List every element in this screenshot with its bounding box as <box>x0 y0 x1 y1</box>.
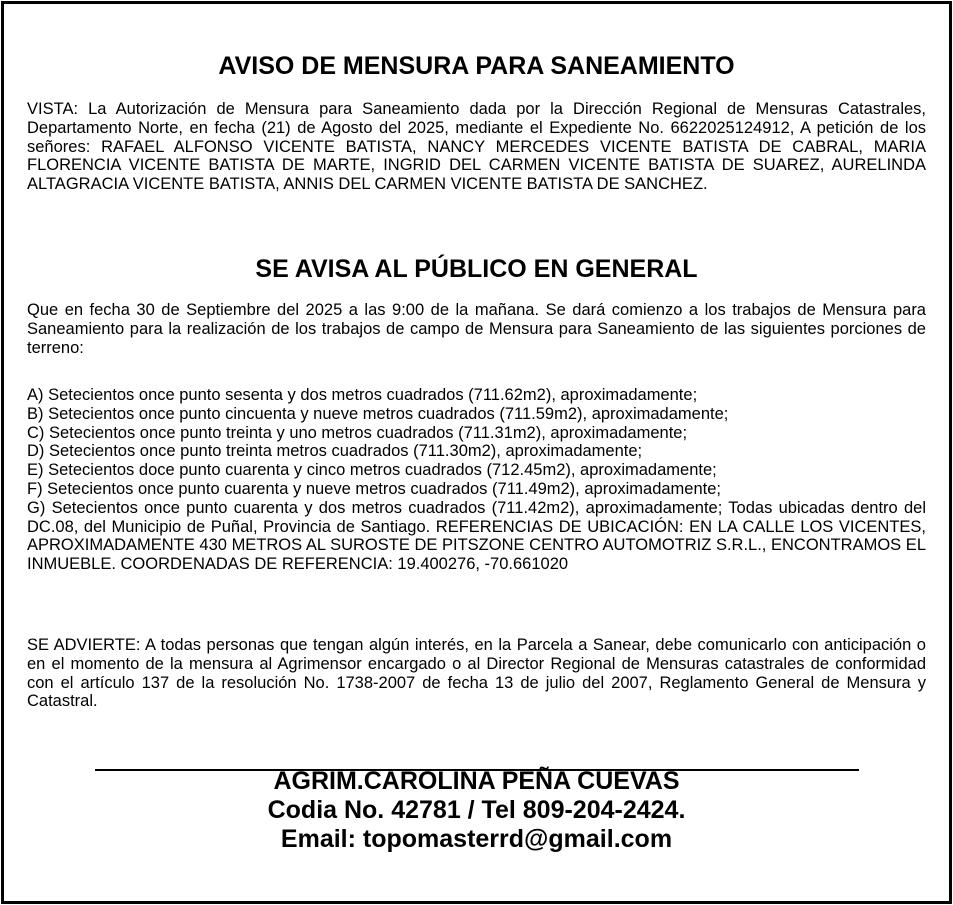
plot-item-a: A) Setecientos once punto sesenta y dos metros cuadrados (711.62m2), aproximadamente; <box>27 386 698 404</box>
notice-frame <box>1 1 952 904</box>
warning-paragraph: SE ADVIERTE: A todas personas que tengan algún interés, en la Parcela a Sanear, debe comunicarlo con anticipación o en el momento de la mensura al Agrimensor encargado o al Director Regional de Mensuras catastrales de conformidad con el artículo 137 de la resolución No. 1738-2007 de fecha 13 de julio del 2007, Reglamento General de Mensura y Catastral. <box>27 636 926 711</box>
plot-item-f: F) Setecientos once punto cuarenta y nueve metros cuadrados (711.49m2), aproximadamente; <box>27 479 721 498</box>
plot-item-d: D) Setecientos once punto treinta metros cuadrados (711.30m2), aproximadamente; <box>27 442 643 461</box>
intro-paragraph: Que en fecha 30 de Septiembre del 2025 a las 9:00 de la mañana. Se dará comienzo a los trabajos de Mensura para Saneamiento para la realización de los trabajos de campo de Mensura para Saneamiento de las siguientes porciones de terreno: <box>27 301 926 357</box>
email-contact: Email: topomasterrd@gmail.com <box>280 825 673 853</box>
vista-paragraph: VISTA: La Autorización de Mensura para Saneamiento dada por la Dirección Regional de Mensuras Catastrales, Departamento Norte, en fecha (21) de Agosto del 2025, mediante el Expediente No. 6622025124912, A petición de los señores: RAFAEL ALFONSO VICENTE BATISTA, NANCY MERCEDES VICENTE BATISTA DE CABRAL, MARIA FLORENCIA VICENTE BATISTA DE MARTE, INGRID DEL CARMEN VICENTE BATISTA DE SUAREZ, AURELINDA ALTAGRACIA VICENTE BATISTA, ANNIS DEL CARMEN VICENTE BATISTA DE SANCHEZ. <box>27 100 926 194</box>
surveyor-name: AGRIM.CAROLINA PEÑA CUEVAS <box>273 767 680 795</box>
notice-title: AVISO DE MENSURA PARA SANEAMIENTO <box>218 52 735 80</box>
plot-item-c: C) Setecientos once punto treinta y uno metros cuadrados (711.31m2), aproximadamente; <box>27 423 688 442</box>
plot-item-g: G) Setecientos once punto cuarenta y dos metros cuadrados (711.42m2), aproximadamente; Todas ubicadas dentro del DC.08, del Municipio de Puñal, Provincia de Santiago. REFERENCIAS DE UBICACIÓN: EN LA CALLE LOS VICENTES, APROXIMADAMENTE 430 METROS AL SUROSTE DE PITSZONE CENTRO AUTOMOTRIZ S.R.L., ENCONTRAMOS EL INMUEBLE. COORDENADAS DE REFERENCIA: 19.400276, -70.661020 <box>27 498 926 574</box>
plot-list <box>27 386 926 574</box>
plot-item-b: B) Setecientos once punto cincuenta y nueve metros cuadrados (711.59m2), aproximadamente; <box>27 404 729 423</box>
public-notice-heading: SE AVISA AL PÚBLICO EN GENERAL <box>255 255 698 283</box>
plot-item-e: E) Setecientos doce punto cuarenta y cinco metros cuadrados (712.45m2), aproximadamente; <box>27 461 717 480</box>
codia-phone: Codia No. 42781 / Tel 809-204-2424. <box>267 796 686 824</box>
signature-block <box>4 767 949 854</box>
